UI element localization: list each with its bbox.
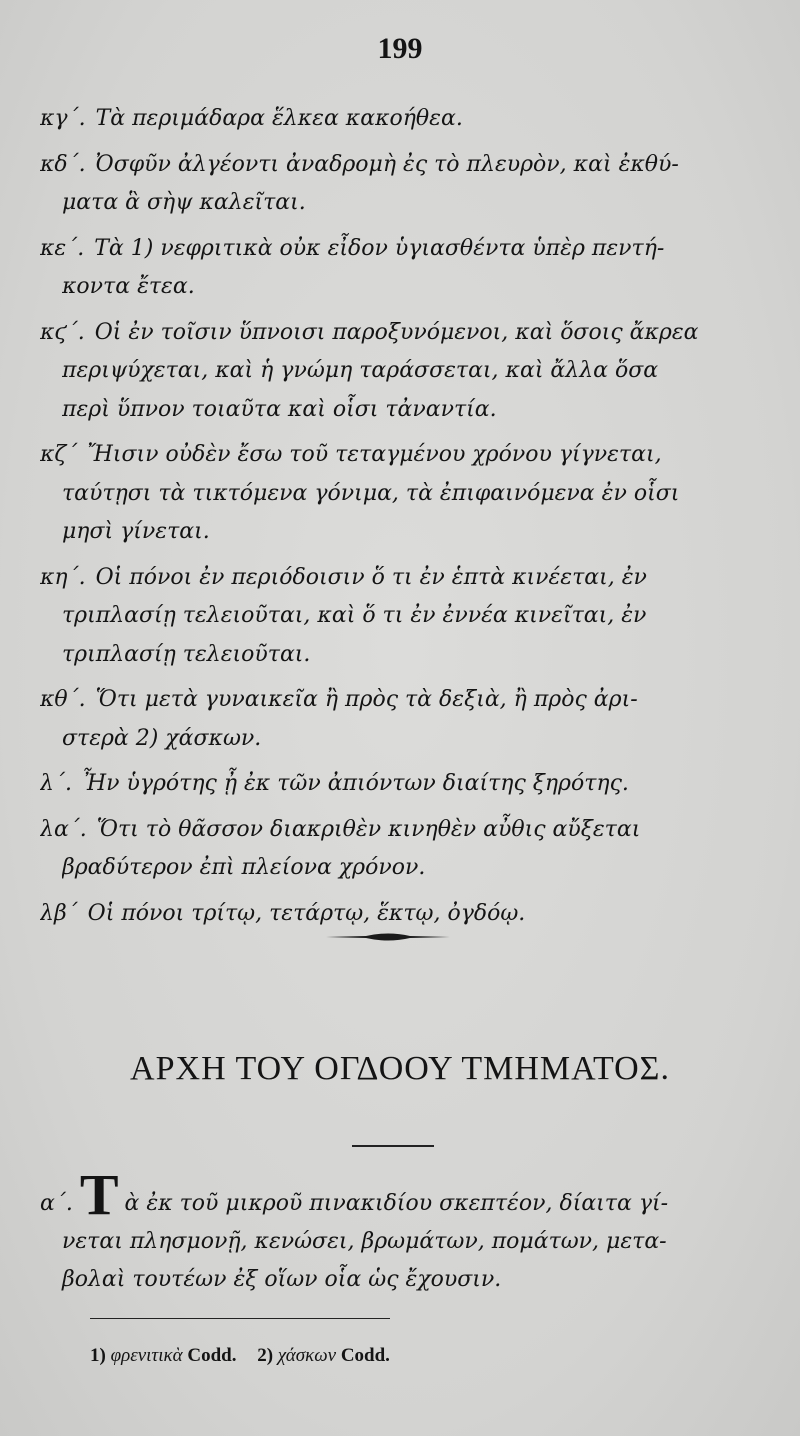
aphorism-list xyxy=(40,100,770,940)
aphorism xyxy=(40,314,770,430)
aphorism-line xyxy=(40,314,770,353)
footnote-rule xyxy=(90,1318,390,1319)
footnote-marker: 2) xyxy=(257,1345,274,1366)
aphorism-line xyxy=(40,146,770,185)
aphorism-number: λα΄. xyxy=(40,816,87,842)
aphorism-line: ματα ἃ σὴψ καλεῖται. xyxy=(62,190,306,215)
aphorism-line xyxy=(40,230,770,269)
aphorism xyxy=(40,436,770,552)
aphorism-text: Οἱ πόνοι τρίτῳ, τετάρτῳ, ἕκτῳ, ὀγδόῳ. xyxy=(87,900,526,926)
aphorism xyxy=(40,559,770,675)
aphorism-line: μησὶ γίνεται. xyxy=(62,519,210,544)
aphorism-line: τριπλασίῃ τελειοῦται. xyxy=(62,641,311,667)
first-aphorism xyxy=(40,1162,770,1299)
first-aphorism-line: νεται πλησμονῇ, κενώσει, βρωμάτων, πομάτων, μετα- xyxy=(62,1229,667,1254)
aphorism-number: κζ΄ xyxy=(40,442,78,467)
aphorism-text: Ὅτι μετὰ γυναικεῖα ἢ πρὸς τὰ δεξιὰ, ἢ πρὸς ἀρι- xyxy=(95,687,638,712)
footnote xyxy=(90,1345,236,1366)
aphorism-text: ὰ ἐκ τοῦ μικροῦ πινακιδίου σκεπτέον, δίαιτα γί- xyxy=(124,1191,669,1216)
aphorism-line: τριπλασίῃ τελειοῦται, καὶ ὅ τι ἐν ἐννέα κινεῖται, ἐν xyxy=(62,603,647,628)
footnote-word: χάσκων xyxy=(277,1345,337,1366)
aphorism-text: Ὀσφῦν ἀλγέοντι ἀναδρομὴ ἐς τὸ πλευρὸν, καὶ ἐκθύ- xyxy=(95,151,679,177)
page-number: 199 xyxy=(377,32,423,65)
aphorism-line xyxy=(40,681,770,720)
aphorism-number: κγ΄. xyxy=(40,106,86,131)
aphorism xyxy=(40,811,770,888)
aphorism-text: Τὰ περιμάδαρα ἕλκεα κακοήθεα. xyxy=(95,106,463,131)
footnote-source: Codd. xyxy=(187,1345,237,1366)
aphorism-number: κδ΄. xyxy=(40,151,86,177)
aphorism-line xyxy=(40,895,770,934)
aphorism-line xyxy=(40,559,770,598)
aphorism-text: Οἱ ἐν τοῖσιν ὕπνοισι παροξυνόμενοι, καὶ ὅσοις ἄκρεα xyxy=(94,319,699,345)
aphorism-text: Ἤισιν οὐδὲν ἔσω τοῦ τεταγμένου χρόνου γίγνεται, xyxy=(87,442,662,467)
aphorism-number: α΄. xyxy=(40,1191,73,1216)
aphorism-line: βραδύτερον ἐπὶ πλείονα χρόνον. xyxy=(62,855,426,880)
aphorism-line xyxy=(40,100,770,139)
aphorism-text: Ἦν ὑγρότης ᾖ ἐκ τῶν ἀπιόντων διαίτης ξηρότης. xyxy=(81,771,629,796)
aphorism-number: κε΄. xyxy=(40,235,85,261)
aphorism-text: Οἱ πόνοι ἐν περιόδοισιν ὅ τι ἐν ἑπτὰ κινέεται, ἐν xyxy=(95,564,647,590)
aphorism-text: Τὰ 1) νεφριτικὰ οὐκ εἶδον ὑγιασθέντα ὑπὲρ πεντή- xyxy=(94,235,665,261)
first-aphorism-line xyxy=(40,1162,770,1227)
aphorism xyxy=(40,230,770,307)
aphorism xyxy=(40,681,770,758)
aphorism xyxy=(40,765,770,804)
ornament-divider xyxy=(326,931,450,943)
aphorism xyxy=(40,146,770,223)
aphorism-line: ταύτῃσι τὰ τικτόμενα γόνιμα, τὰ ἐπιφαινόμενα ἐν οἷσι xyxy=(62,480,680,506)
aphorism-number: κϛ΄. xyxy=(40,319,85,345)
heading-rule xyxy=(352,1145,434,1147)
aphorism-line: περὶ ὕπνον τοιαῦτα καὶ οἷσι τἀναντία. xyxy=(62,396,497,422)
aphorism-line xyxy=(40,436,770,475)
aphorism-line xyxy=(40,765,770,804)
footnote-marker: 1) xyxy=(90,1345,106,1366)
aphorism-number: λ΄. xyxy=(40,771,72,796)
aphorism-line xyxy=(40,811,770,850)
footnote-word: φρενιτικὰ xyxy=(110,1345,183,1366)
aphorism xyxy=(40,895,770,934)
aphorism-number: κθ΄. xyxy=(40,687,86,712)
drop-cap: Τ xyxy=(79,1162,119,1227)
aphorism-line: περιψύχεται, καὶ ἡ γνώμη ταράσσεται, καὶ ἄλλα ὅσα xyxy=(62,358,659,383)
section-heading: ΑΡΧΗ ΤΟΥ ΟΓΔΟΟΥ ΤΜΗΜΑΤΟΣ. xyxy=(130,1050,670,1087)
aphorism xyxy=(40,100,770,139)
first-aphorism-line: βολαὶ τουτέων ἐξ οἵων οἷα ὡς ἔχουσιν. xyxy=(62,1267,502,1292)
aphorism-number: κη΄. xyxy=(40,564,86,590)
aphorism-number: λβ΄ xyxy=(40,900,78,926)
footnote-source: Codd. xyxy=(340,1345,390,1366)
aphorism-text: Ὅτι τὸ θᾶσσον διακριθὲν κινηθὲν αὖθις αὔξεται xyxy=(96,816,641,842)
footnote xyxy=(257,1345,390,1366)
aphorism-line: κοντα ἔτεα. xyxy=(62,274,195,299)
aphorism-line: στερὰ 2) χάσκων. xyxy=(62,725,262,751)
footnotes xyxy=(90,1345,406,1367)
